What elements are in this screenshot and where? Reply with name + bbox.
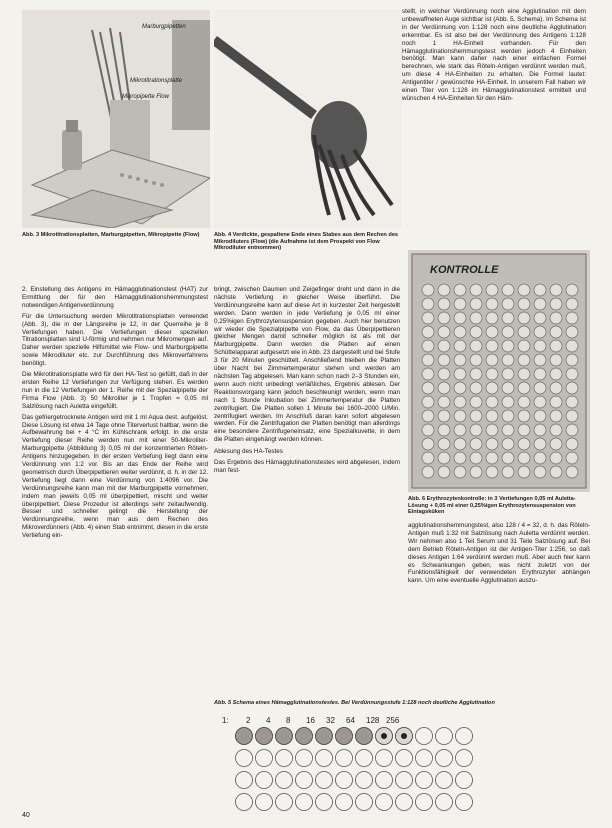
plate-well	[486, 368, 498, 380]
plate-well	[534, 298, 546, 310]
well	[236, 794, 253, 811]
plate-well	[550, 466, 562, 478]
plate-well	[438, 410, 450, 422]
figure-3-label-marburgpipetten: Marburgpipetten	[142, 24, 186, 30]
plate-well	[438, 326, 450, 338]
well	[336, 728, 353, 745]
figure-3-label-platte: Mikrotitrationsplatte	[130, 78, 183, 84]
well	[256, 772, 273, 789]
plate-well	[518, 424, 530, 436]
plate-well	[502, 368, 514, 380]
plate-well	[422, 438, 434, 450]
plate-well	[454, 340, 466, 352]
plate-well	[550, 368, 562, 380]
dilution-label: 32	[326, 716, 335, 725]
plate-well	[454, 354, 466, 366]
plate-well	[454, 312, 466, 324]
plate-well	[550, 284, 562, 296]
plate-well	[518, 382, 530, 394]
plate-well	[486, 354, 498, 366]
plate-well	[534, 368, 546, 380]
plate-well	[438, 382, 450, 394]
plate-well	[422, 410, 434, 422]
well	[276, 794, 293, 811]
plate-well	[534, 466, 546, 478]
plate-well	[454, 284, 466, 296]
well	[256, 794, 273, 811]
plate-well	[454, 368, 466, 380]
well	[236, 728, 253, 745]
figure-6-plate-label: KONTROLLE	[430, 264, 499, 276]
plate-well	[502, 452, 514, 464]
plate-well	[550, 452, 562, 464]
dilution-label: 4	[266, 716, 271, 725]
well	[316, 750, 333, 767]
well	[416, 728, 433, 745]
well	[316, 794, 333, 811]
plate-well	[518, 326, 530, 338]
well	[296, 728, 313, 745]
plate-well	[422, 382, 434, 394]
plate-well	[486, 466, 498, 478]
plate-well	[438, 438, 450, 450]
plate-well	[550, 340, 562, 352]
dilution-label: 128	[366, 716, 380, 725]
plate-well	[534, 284, 546, 296]
well	[256, 728, 273, 745]
paragraph: Für die Untersuchung werden Mikrotitrationsplatten verwendet (Abb. 3), die in der Längsreihe je 12, in der Querreihe je 8 Vertiefungen haben. Die Vertiefungen dieser speziellen Titrationsplatten sind U-förmig und nehmen nur Mikromengen auf. Daher werden spezielle Hilfsmittel wie Flow- und Marburgpipette sowie Mikrodiluter etc. zur Durchführung des Mikroverfahrens benötigt.	[22, 312, 208, 368]
plate-well	[470, 382, 482, 394]
well	[436, 794, 453, 811]
plate-well	[518, 298, 530, 310]
plate-well	[518, 354, 530, 366]
figure-4-caption: Abb. 4 Verdickte, gespaltene Ende eines Stabes aus dem Rechen des Mikrodiluters (Flow) (die Aufnahme ist dem Prospekt von Flow Mikrodiluter entnommen)	[214, 232, 399, 252]
plate-well	[518, 340, 530, 352]
plate-well	[486, 410, 498, 422]
figure-3-illustration	[22, 10, 210, 228]
plate-well	[438, 354, 450, 366]
text-column-left	[22, 286, 208, 543]
well	[356, 728, 373, 745]
plate-well	[438, 466, 450, 478]
paragraph: Das gefriergetrocknete Antigen wird mit 1 ml Aqua dest. aufgelöst. Diese Lösung ist etwa 14 Tage ohne Titerverlust haltbar, wenn die Aufbewahrung bei + 4 °C im Kühlschrank erfolgt. In die erste Vertiefung dieser Reihe werden nun mit einer 50-Mikroliter-Marburgpipette (Abbildung 3) 0,05 ml der konzentrierten Röteln-Antigens hinzugegeben. In der ersten Vertiefung liegt dann eine Verdünnung von 1:2 vor. Bis an das Ende der Reihe wird geometrisch durch Überpipettieren weiter verdünnt, d. h. in der 12. Vertiefung liegt dann eine Verdünnung von 1:4096 vor. Die Verdünnungsreihe kann man mit der Marburgpipette vornehmen, indem man jeweils 0,05 ml überpipettiert, mischt und weiter überpipettiert. Diese Prozedur ist allerdings sehr zeitaufwendig. Besser und schneller gelingt die Herstellung der Verdünnungsreihe, wenn man aus dem Rechen des Mikroverdünners (Abb. 4) einen Stab entnimmt, diesen in die erste Vertiefung ein-	[22, 413, 208, 540]
plate-well	[470, 438, 482, 450]
dilution-label: 64	[346, 716, 355, 725]
well	[336, 772, 353, 789]
well	[456, 772, 473, 789]
dilution-label: 8	[286, 716, 291, 725]
plate-well	[438, 452, 450, 464]
plate-well	[550, 326, 562, 338]
figure-5-caption: Abb. 5 Schema eines Hämagglutinationstestes. Bei Verdünnungsstufe 1:128 noch deutliche Agglutination	[214, 700, 495, 706]
well	[276, 728, 293, 745]
plate-well	[454, 452, 466, 464]
text-column-right-top	[402, 8, 586, 106]
plate-well	[454, 298, 466, 310]
plate-well	[470, 466, 482, 478]
plate-well	[550, 438, 562, 450]
figure-6-plate	[408, 250, 590, 492]
plate-well	[470, 340, 482, 352]
plate-well	[454, 410, 466, 422]
sediment-dot	[381, 733, 387, 739]
plate-well	[502, 396, 514, 408]
plate-well	[422, 326, 434, 338]
plate-well	[534, 326, 546, 338]
plate-well	[502, 354, 514, 366]
plate-well	[518, 410, 530, 422]
plate-well	[438, 340, 450, 352]
plate-well	[454, 326, 466, 338]
plate-well	[438, 284, 450, 296]
plate-well	[470, 396, 482, 408]
plate-well	[486, 284, 498, 296]
plate-well	[486, 298, 498, 310]
plate-well	[438, 368, 450, 380]
sediment-dot	[401, 733, 407, 739]
well	[256, 750, 273, 767]
well	[316, 728, 333, 745]
plate-well	[550, 424, 562, 436]
section-heading: 2. Einstellung des Antigens im Hämagglutinationstest (HAT) zur Ermittlung der für den Hämagglutinationshemmungstest notwendigen Antigenverdünnung	[22, 286, 208, 309]
plate-well	[470, 452, 482, 464]
paragraph: bringt, zwischen Daumen und Zeigefinger dreht und dann in die nächste Vertiefung in gleicher Weise überführt. Die Verdünnungsreihe kann auf diese Art in kurzester Zeit hergestellt werden. Dann werden in jede Vertiefung je 0,05 ml einer 0,25%igen Erythrozytensuspension gegeben. Auch hier benutzen wir wieder die Spezialpipette von Flow, da das Überpipettieren gleicher Mengen damit schneller möglich ist als mit der Marburgpipette. Dann werden die Platten auf einen Schüttelapparat aufgesetzt wie in Abb. 23 dargestellt und bei Stufe 3 für 20 Minuten geschüttelt. Anschließend bleiben die Platten über Nacht bei Zimmertemperatur stehen und werden am nächsten Tag abgelesen. Man kann schon nach 2–3 Stunden ein, wenn auch nicht unbedingt verläßliches, Ergebnis ablesen. Der Reaktionsvorgang kann jedoch beschleunigt werden, wenn man nach 1 Stunde Inkubation bei Zimmertemperatur die Platten zentrifugiert. Die Platten sollen 1 Minute bei 1600–2000 U/Min. zentrifugiert werden. Im Anschluß daran kann sofort abgelesen werden. Für die Zentrifugation der Platten benötigt man allerdings eine besondere Zentrifugeneinsatz, eine Spezialkuvette, in dem die Platten eingehängt werden können.	[214, 286, 400, 444]
plate-well	[470, 424, 482, 436]
well	[336, 794, 353, 811]
well	[376, 794, 393, 811]
well	[416, 750, 433, 767]
plate-well	[422, 340, 434, 352]
plate-well	[438, 424, 450, 436]
well	[296, 794, 313, 811]
well	[356, 772, 373, 789]
plate-well	[566, 284, 578, 296]
plate-well	[550, 354, 562, 366]
plate-well	[502, 424, 514, 436]
plate-well	[518, 466, 530, 478]
plate-well	[454, 396, 466, 408]
plate-well	[438, 396, 450, 408]
well	[436, 728, 453, 745]
well	[396, 750, 413, 767]
figure-5-wells	[222, 726, 590, 826]
plate-well	[566, 298, 578, 310]
well	[236, 750, 253, 767]
well	[396, 772, 413, 789]
plate-well	[470, 298, 482, 310]
plate-well	[566, 382, 578, 394]
well	[416, 794, 433, 811]
plate-well	[502, 312, 514, 324]
plate-well	[534, 312, 546, 324]
plate-well	[550, 410, 562, 422]
well	[456, 728, 473, 745]
plate-well	[534, 382, 546, 394]
plate-well	[438, 312, 450, 324]
plate-well	[486, 438, 498, 450]
plate-well	[502, 340, 514, 352]
plate-well	[566, 326, 578, 338]
well	[296, 750, 313, 767]
plate-well	[422, 284, 434, 296]
plate-well	[422, 368, 434, 380]
plate-well	[422, 354, 434, 366]
plate-well	[534, 424, 546, 436]
plate-well	[470, 284, 482, 296]
plate-well	[438, 298, 450, 310]
text-column-middle	[214, 286, 400, 478]
plate-well	[566, 438, 578, 450]
plate-well	[470, 410, 482, 422]
plate-well	[518, 312, 530, 324]
plate-well	[518, 396, 530, 408]
plate-well	[534, 438, 546, 450]
well	[336, 750, 353, 767]
plate-well	[486, 396, 498, 408]
plate-well	[454, 438, 466, 450]
plate-well	[534, 396, 546, 408]
plate-well	[550, 382, 562, 394]
plate-well	[550, 396, 562, 408]
plate-well	[518, 452, 530, 464]
paragraph: agglutinationshemmungstest, also 128 / 4 = 32, d. h. das Röteln-Antigen muß 1:32 mit Salzlösung nach Auletta verdünnt werden. Wir nehmen also 1 Teil Serum und 31 Teile Salzlösung auf. Bei dem Betrieb Röteln-Antigen ist der Antigen-Titer 1:256, so daß dieses Antigen 1:64 verdünnt werden muß. Aber auch hier kann es Schwankungen geben, was nicht zuletzt von der Funktionsfähigkeit der verwendeten Erythrozyter abhängen kann. Um eine eventuelle Agglutination auszu-	[408, 522, 590, 585]
plate-well	[566, 466, 578, 478]
figure-6-photo	[408, 250, 590, 492]
figure-4-photo	[214, 10, 402, 228]
figure-5-row-label: 1:	[222, 716, 229, 725]
figure-3-photo	[22, 10, 210, 228]
well	[456, 794, 473, 811]
subheading: Ablesung des HA-Testes	[214, 448, 283, 456]
figure-5-schema	[222, 716, 590, 826]
well	[416, 772, 433, 789]
plate-well	[534, 340, 546, 352]
plate-well	[566, 354, 578, 366]
plate-well	[502, 438, 514, 450]
well	[436, 772, 453, 789]
figure-6-caption: Abb. 6 Erythrozytenkontrolle: in 3 Vertiefungen 0,05 ml Auletta-Lösung + 0,05 ml einer 0,25%igen Erythrozytensuspension von Eintagsküken	[408, 496, 576, 516]
plate-well	[422, 452, 434, 464]
plate-well	[422, 466, 434, 478]
paragraph: Die Mikrotitrationsplatte wird für den HA-Test so gefüllt, daß in der ersten Reihe 12 Vertiefungen zur Verfügung stehen. Es werden nun in die 12 Vertiefungen der 1. Reihe mit der Spezialpipette der Firma Flow (Abb. 3) 50 Mikroliter je 1 Tropfen = 0,05 ml Salzlösung nach Auletta eingefüllt.	[22, 371, 208, 410]
plate-well	[486, 424, 498, 436]
well	[356, 750, 373, 767]
plate-well	[486, 452, 498, 464]
plate-well	[534, 354, 546, 366]
dilution-label: 2	[246, 716, 251, 725]
figure-3-label-flow: Mikropipette Flow	[122, 94, 170, 100]
plate-well	[518, 368, 530, 380]
paragraph: Das Ergebnis des Hämagglutinationstestes wird abgelesen, indem man fest-	[214, 459, 400, 474]
well	[376, 772, 393, 789]
plate-well	[454, 382, 466, 394]
plate-well	[422, 396, 434, 408]
plate-well	[502, 326, 514, 338]
plate-well	[534, 452, 546, 464]
figure-3-caption: Abb. 3 Mikrotitrationsplatten, Marburgpipetten, Mikropipette (Flow)	[22, 232, 200, 238]
plate-well	[422, 298, 434, 310]
plate-well	[470, 354, 482, 366]
paragraph: stellt, in welcher Verdünnung noch eine Agglutination mit dem unbewaffneten Auge sichtbar ist (Abb. 5, Schema). Im Schema ist in der Verdünnung von 1:128 noch eine deutliche Agglutination erkennbar. Es ist also bei der Verdünnung des Antigens 1:128 noch 1 HA-Einheit vorhanden. Für den Hämagglutinationshemmungstest werden jedoch 4 Einheiten benötigt. Man kann daher nach einer einfachen Formel berechnen, wie stark das Röteln-Antigen verdünnt werden muß, um diese 4 HA-Einheiten zu erhalten. Die Formel lautet: Antigentiter / gewünschte HA-Einheit. In unserem Fall haben wir einen Titer von 1:128 im Hämagglutinationstest ermittelt und wünschen 4 HA-Einheiten für den Häm-	[402, 8, 586, 102]
well	[376, 750, 393, 767]
well	[456, 750, 473, 767]
well	[316, 772, 333, 789]
plate-well	[454, 466, 466, 478]
plate-well	[566, 368, 578, 380]
well	[396, 794, 413, 811]
plate-well	[550, 312, 562, 324]
dilution-label: 256	[386, 716, 400, 725]
dilution-label: 16	[306, 716, 315, 725]
well	[236, 772, 253, 789]
plate-well	[422, 424, 434, 436]
plate-well	[486, 326, 498, 338]
plate-well	[486, 382, 498, 394]
plate-well	[550, 298, 562, 310]
plate-well	[566, 424, 578, 436]
well	[276, 772, 293, 789]
well	[436, 750, 453, 767]
plate-well	[518, 438, 530, 450]
plate-well	[566, 340, 578, 352]
well	[296, 772, 313, 789]
plate-well	[470, 312, 482, 324]
well	[356, 794, 373, 811]
plate-well	[502, 284, 514, 296]
plate-well	[502, 298, 514, 310]
plate-well	[422, 312, 434, 324]
plate-well	[502, 410, 514, 422]
plate-well	[518, 284, 530, 296]
plate-well	[566, 410, 578, 422]
plate-well	[486, 340, 498, 352]
figure-4-illustration	[214, 10, 402, 228]
plate-well	[486, 312, 498, 324]
page-number: 40	[22, 812, 30, 819]
plate-well	[566, 396, 578, 408]
plate-well	[502, 382, 514, 394]
plate-well	[454, 424, 466, 436]
plate-well	[470, 368, 482, 380]
well	[276, 750, 293, 767]
plate-well	[470, 326, 482, 338]
plate-well	[502, 466, 514, 478]
plate-well	[566, 312, 578, 324]
plate-well	[566, 452, 578, 464]
plate-well	[534, 410, 546, 422]
text-column-right-bottom	[408, 522, 590, 588]
